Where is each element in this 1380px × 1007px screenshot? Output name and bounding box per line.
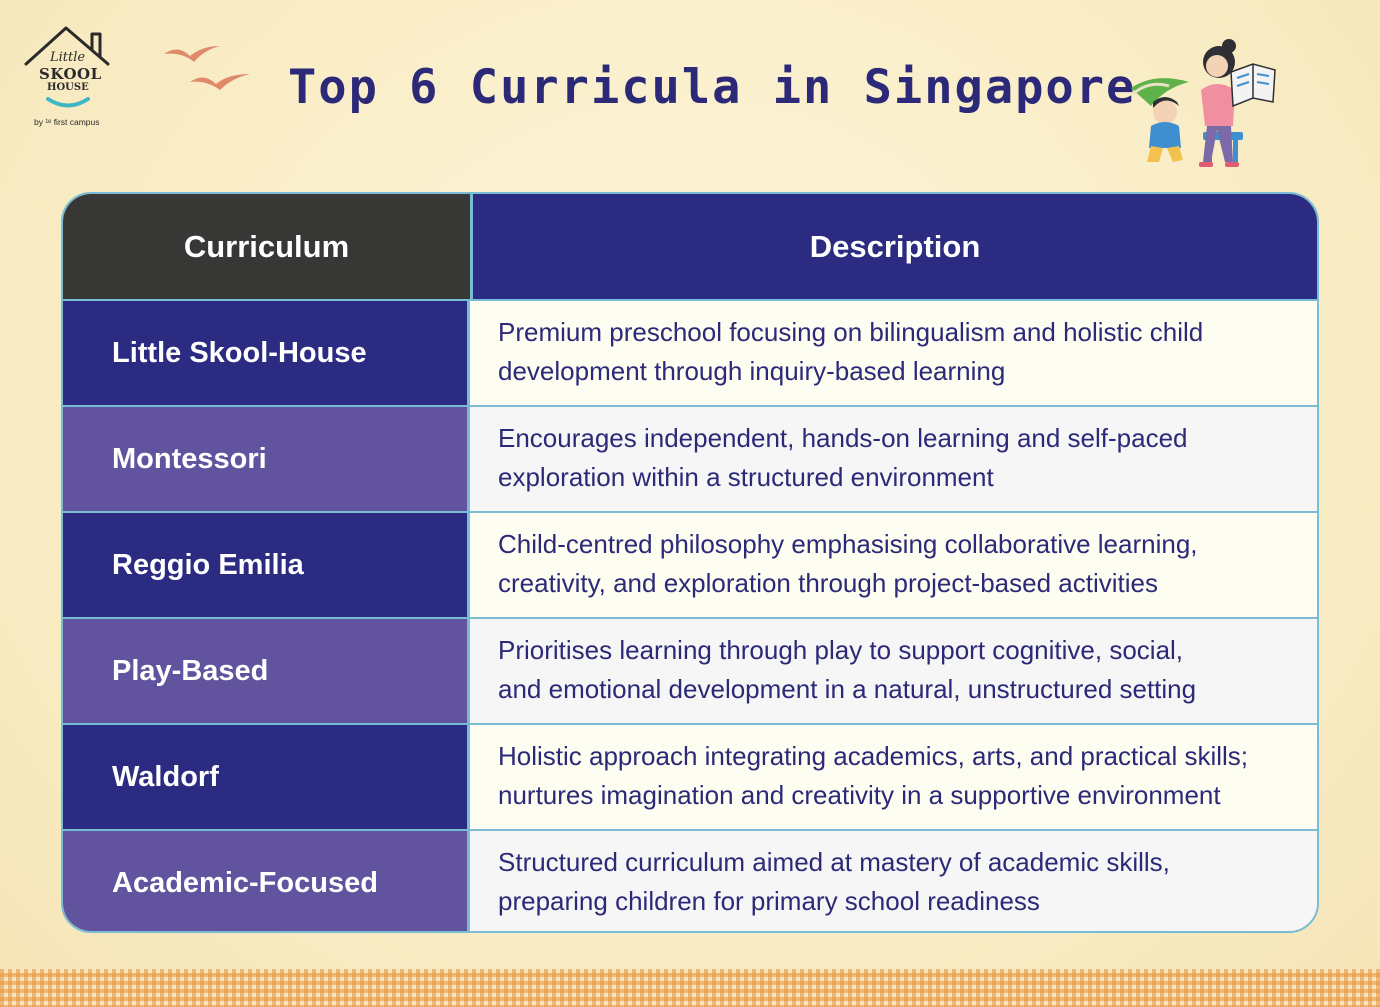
- curriculum-description: [470, 513, 1317, 617]
- curriculum-name: Waldorf: [63, 725, 470, 829]
- header-curriculum: Curriculum: [63, 194, 473, 299]
- table-row: [63, 299, 1317, 405]
- table-row: [63, 829, 1317, 933]
- description-line: creativity, and exploration through project-based activities: [498, 568, 1158, 598]
- curriculum-description: [470, 619, 1317, 723]
- smile-swoosh-icon: [46, 96, 90, 110]
- curriculum-description: [470, 725, 1317, 829]
- logo-text-house: HOUSE: [47, 82, 89, 93]
- description-line: and emotional development in a natural, unstructured setting: [498, 674, 1197, 704]
- page-title: Top 6 Curricula in Singapore: [288, 60, 1137, 115]
- children-reading-illustration-icon: [1125, 36, 1285, 172]
- description-line: Encourages independent, hands-on learning and self-paced: [498, 423, 1188, 453]
- table-row: [63, 405, 1317, 511]
- description-line: Structured curriculum aimed at mastery of academic skills,: [498, 847, 1170, 877]
- description-line: development through inquiry-based learning: [498, 356, 1006, 386]
- header-description: Description: [473, 194, 1317, 299]
- gingham-border: [0, 969, 1380, 1007]
- logo-byline: by ¹ᵉ first campus: [34, 117, 100, 127]
- curriculum-name: Academic-Focused: [63, 831, 470, 933]
- description-line: Holistic approach integrating academics, arts, and practical skills;: [498, 741, 1249, 771]
- birds-icon: [160, 40, 260, 100]
- table-row: [63, 617, 1317, 723]
- logo-text-little: Little: [50, 50, 86, 65]
- curricula-table: [61, 192, 1319, 933]
- description-line: Premium preschool focusing on bilingualism and holistic child: [498, 317, 1204, 347]
- description-line: nurtures imagination and creativity in a supportive environment: [498, 780, 1221, 810]
- description-line: exploration within a structured environment: [498, 462, 994, 492]
- curriculum-description: [470, 407, 1317, 511]
- description-line: Child-centred philosophy emphasising collaborative learning,: [498, 529, 1198, 559]
- table-header-row: [63, 194, 1317, 299]
- description-line: Prioritises learning through play to support cognitive, social,: [498, 635, 1184, 665]
- brand-logo: [20, 24, 116, 134]
- curriculum-name: Reggio Emilia: [63, 513, 470, 617]
- curriculum-description: [470, 831, 1317, 933]
- curriculum-name: Little Skool-House: [63, 301, 470, 405]
- curriculum-name: Montessori: [63, 407, 470, 511]
- curriculum-description: [470, 301, 1317, 405]
- table-row: [63, 511, 1317, 617]
- description-line: preparing children for primary school readiness: [498, 886, 1040, 916]
- table-row: [63, 723, 1317, 829]
- logo-text-skool: SKOOL: [39, 65, 102, 83]
- curriculum-name: Play-Based: [63, 619, 470, 723]
